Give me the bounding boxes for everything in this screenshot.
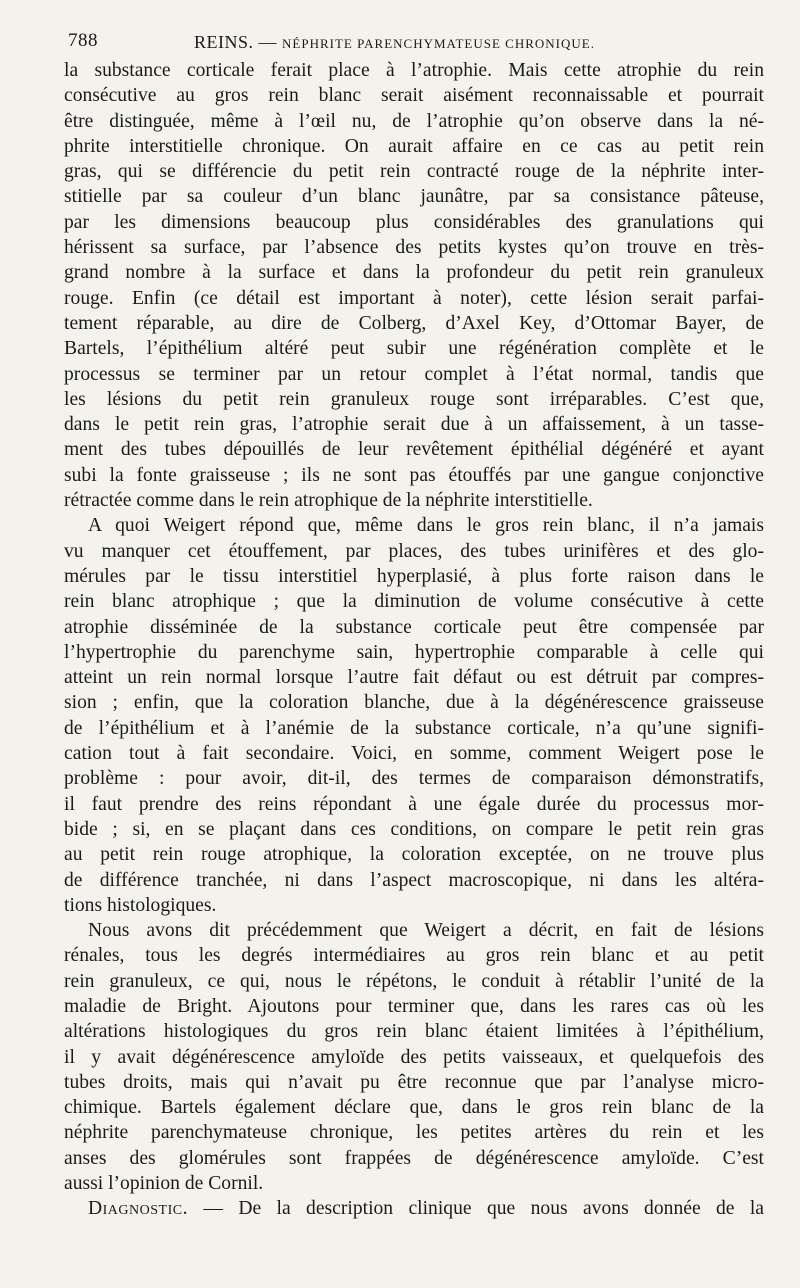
text-line: néphrite parenchymateuse chronique, les petites artères du rein et les	[64, 1122, 764, 1144]
paragraph	[64, 918, 764, 1196]
text-line: vu manquer cet étouffement, par places, des tubes urinifères et des glo-	[64, 540, 764, 562]
text-line: rétractée comme dans le rein atrophique de la néphrite interstitielle.	[64, 490, 593, 512]
text-line: altérations histologiques du gros rein blanc étaient limitées à l’épithélium,	[64, 1021, 764, 1043]
text-line: subi la fonte graisseuse ; ils ne sont pas étouffés par une gangue conjonctive	[64, 464, 764, 486]
text-line: problème : pour avoir, dit-il, des termes de comparaison démonstratifs,	[64, 768, 764, 790]
text-line: chimique. Bartels également déclare que, dans le gros rein blanc de la	[64, 1097, 764, 1119]
text-line: ment des tubes dépouillés de leur revêtement épithélial dégénéré et ayant	[64, 439, 764, 461]
text-line: être distinguée, même à l’œil nu, de l’atrophie qu’on observe dans la né-	[64, 110, 764, 132]
text-line	[64, 1196, 764, 1221]
text-line: tement réparable, au dire de Colberg, d’Axel Key, d’Ottomar Bayer, de	[64, 312, 764, 334]
text-line: aussi l’opinion de Cornil.	[64, 1173, 264, 1195]
text-line: A quoi Weigert répond que, même dans le gros rein blanc, il n’a jamais	[88, 515, 764, 537]
text-line: gras, qui se différencie du petit rein contracté rouge de la néphrite inter-	[64, 161, 764, 183]
text-line: phrite interstitielle chronique. On aurait affaire en ce cas au petit rein	[64, 135, 764, 157]
text-line: les lésions du petit rein granuleux rouge sont irréparables. C’est que,	[64, 388, 764, 410]
text-line: rouge. Enfin (ce détail est important à noter), cette lésion serait parfai-	[64, 287, 764, 309]
running-head-sub: NÉPHRITE PARENCHYMATEUSE CHRONIQUE.	[282, 36, 595, 51]
running-head	[194, 32, 595, 53]
text-line: tions histologiques.	[64, 894, 217, 916]
text-line: par les dimensions beaucoup plus considérables des granulations qui	[64, 211, 764, 233]
text-line: la substance corticale ferait place à l’atrophie. Mais cette atrophie du rein	[64, 60, 764, 81]
text-line: maladie de Bright. Ajoutons pour terminer que, dans les rares cas où les	[64, 995, 764, 1017]
text-line: consécutive au gros rein blanc serait aisément reconnaissable et pourrait	[64, 85, 764, 107]
running-head-main: REINS. —	[194, 32, 278, 52]
text-line: mérules par le tissu interstitiel hyperplasié, à plus forte raison dans le	[64, 565, 764, 587]
text-line: rein granuleux, ce qui, nous le répétons, le conduit à rétablir l’unité de la	[64, 970, 764, 992]
text-line: cation tout à fait secondaire. Voici, en somme, comment Weigert pose le	[64, 743, 764, 765]
text-line: Nous avons dit précédemment que Weigert a décrit, en fait de lésions	[88, 920, 764, 942]
text-line: rénales, tous les degrés intermédiaires au gros rein blanc et au petit	[64, 945, 764, 967]
text-line: de différence tranchée, ni dans l’aspect macroscopique, ni dans les altéra-	[64, 869, 764, 891]
body-text	[64, 58, 764, 1222]
text-line: tubes droits, mais qui n’avait pu être reconnue que par l’analyse micro-	[64, 1071, 764, 1093]
text-line: grand nombre à la surface et dans la profondeur du petit rein granuleux	[64, 262, 764, 284]
page-number: 788	[68, 30, 98, 51]
text-line: il faut prendre des reins répondant à une égale durée du processus mor-	[64, 793, 764, 815]
text-line: atteint un rein normal lorsque l’autre fait défaut ou est détruit par compres-	[64, 667, 764, 689]
text-line: de l’épithélium et à l’anémie de la substance corticale, n’a qu’une signifi-	[64, 717, 764, 739]
line-text: — De la description clinique que nous avons donnée de la	[188, 1198, 764, 1220]
text-line: sion ; enfin, que la coloration blanche, due à la dégénérescence graisseuse	[64, 692, 764, 714]
paragraph	[64, 513, 764, 918]
page-header	[64, 26, 764, 58]
text-line: au petit rein rouge atrophique, la coloration exceptée, on ne trouve plus	[64, 844, 764, 866]
paragraph	[64, 58, 764, 513]
text-line: atrophie disséminée de la substance corticale peut être compensée par	[64, 616, 764, 638]
text-line: rein blanc atrophique ; que la diminution de volume consécutive à cette	[64, 591, 764, 613]
paragraph	[64, 1196, 764, 1221]
text-line: Bartels, l’épithélium altéré peut subir une régénération complète et le	[64, 338, 764, 360]
text-line: dans le petit rein gras, l’atrophie serait due à un affaissement, à un tasse-	[64, 414, 764, 436]
text-line: anses des glomérules sont frappées de dégénérescence amyloïde. C’est	[64, 1147, 764, 1169]
text-line: il y avait dégénérescence amyloïde des petits vaisseaux, et quelquefois des	[64, 1046, 764, 1068]
section-heading: Diagnostic.	[88, 1198, 188, 1220]
text-line: stitielle par sa couleur d’un blanc jaunâtre, par sa consistance pâteuse,	[64, 186, 764, 208]
text-line: l’hypertrophie du parenchyme sain, hypertrophie comparable à celle qui	[64, 641, 764, 663]
text-line: bide ; si, en se plaçant dans ces conditions, on compare le petit rein gras	[64, 818, 764, 840]
text-line: processus se terminer par un retour complet à l’état normal, tandis que	[64, 363, 764, 385]
text-line: hérissent sa surface, par l’absence des petits kystes qu’on trouve en très-	[64, 237, 764, 259]
